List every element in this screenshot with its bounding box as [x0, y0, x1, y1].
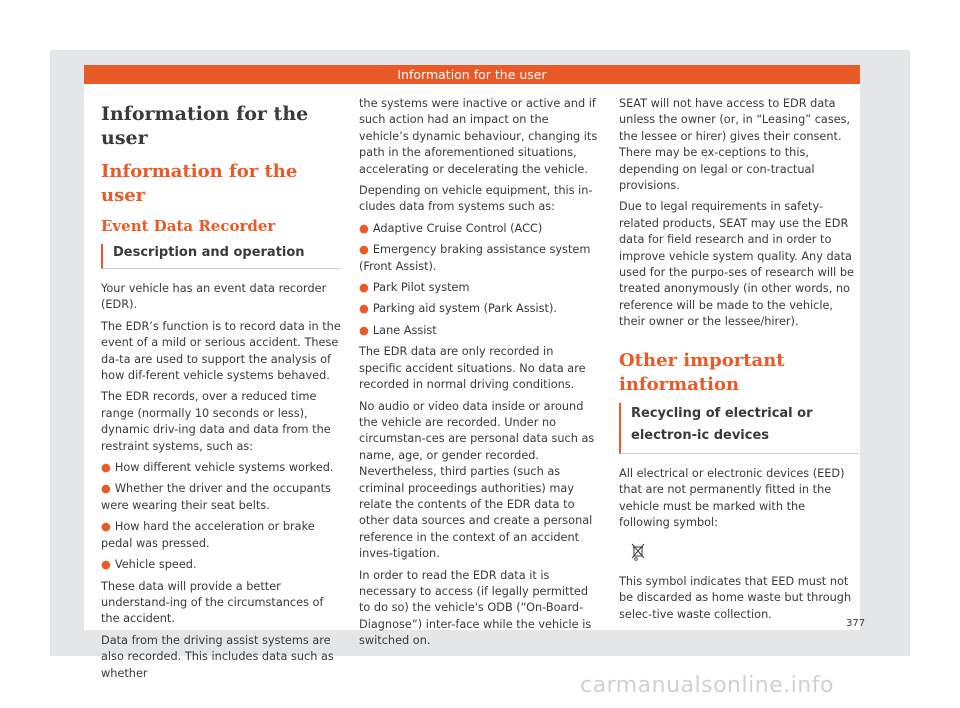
subsection-title: Event Data Recorder — [101, 217, 276, 235]
list-item: ● Lane Assist — [359, 323, 437, 337]
section-title-other: Other important information — [619, 349, 785, 395]
paragraph: All electrical or electronic devices (EED) that are not permanently fitted in the vehicle must be marked with the following symbol: — [619, 466, 845, 529]
bullet-icon: ● — [359, 281, 369, 295]
paragraph: Your vehicle has an event data recorder (EDR). — [101, 282, 327, 312]
page-number: 377 — [846, 618, 866, 629]
paragraph: Depending on vehicle equipment, this in-cludes data from systems such as: — [359, 184, 593, 214]
section-title: Information for the user — [101, 161, 298, 206]
paragraph: The EDR records, over a reduced time range (normally 10 seconds or less), dynamic driv-ing data and data from the restraint systems, such as: — [101, 390, 331, 453]
paragraph: Due to legal requirements in safety-related products, SEAT may use the EDR data for field research and in order to improve vehicle system quality. Any data used for the purpo-ses of research will be treated anonymously (in other words, no reference will be made to the vehicle, their owner or the lessee/hirer). — [619, 200, 854, 329]
column-2 — [359, 96, 599, 655]
bullet-icon: ● — [101, 558, 111, 572]
list-item: ● How different vehicle systems worked. — [101, 461, 334, 475]
paragraph: These data will provide a better understand-ing of the circumstances of the accident. — [101, 579, 324, 626]
paragraph: the systems were inactive or active and if such action had an impact on the vehicle’s dynamic behaviour, changing its path in the aforementioned situations, accelerating or decelerating the vehicle. — [359, 97, 598, 176]
crossed-bin-icon — [631, 542, 645, 562]
bullet-list — [101, 460, 341, 573]
list-item: ● Vehicle speed. — [101, 558, 197, 572]
paragraph: No audio or video data inside or around the vehicle are recorded. Under no circumstan-ces are personal data such as name, age, or gender recorded. Nevertheless, third parties (such as criminal proceedings authorities) may relate the contents of the EDR data to other data sources and create a personal reference in the context of an accident inves-tigation. — [359, 399, 595, 561]
bullet-icon: ● — [359, 323, 369, 337]
bullet-list — [359, 221, 599, 339]
bullet-icon: ● — [101, 520, 111, 534]
list-item: ● Park Pilot system — [359, 281, 470, 295]
bullet-icon: ● — [359, 221, 369, 235]
list-item: ● Whether the driver and the occupants were wearing their seat belts. — [101, 482, 331, 512]
bullet-icon: ● — [359, 243, 369, 257]
paragraph: SEAT will not have access to EDR data unless the owner (or, in “Leasing” cases, the lessee or hirer) gives their consent. There may be ex-ceptions to this, depending on legal or con-tractual provisions. — [619, 97, 851, 193]
list-item: ● Parking aid system (Park Assist). — [359, 302, 557, 316]
column-3 — [619, 96, 859, 628]
list-item: ● Emergency braking assistance system (Front Assist). — [359, 243, 591, 273]
paragraph: Data from the driving assist systems are also recorded. This includes data such as whether — [101, 633, 334, 680]
list-item: ● How hard the acceleration or brake pedal was pressed. — [101, 520, 315, 550]
paragraph: This symbol indicates that EED must not be discarded as home waste but through selec-tive waste collection. — [619, 574, 852, 621]
bullet-icon: ● — [101, 461, 111, 475]
column-1 — [101, 96, 341, 687]
topic-heading: Description and operation — [101, 244, 341, 269]
watermark: carmanualsonline.info — [580, 673, 834, 698]
topic-heading-recycling: Recycling of electrical or electron-ic devices — [619, 403, 859, 454]
paragraph: The EDR data are only recorded in specific accident situations. No data are recorded in normal driving conditions. — [359, 345, 586, 392]
bullet-icon: ● — [359, 302, 369, 316]
paragraph: The EDR’s function is to record data in the event of a mild or serious accident. These da-ta are used to support the analysis of how dif-ferent vehicle systems behaved. — [101, 319, 341, 383]
running-header: Information for the user — [84, 65, 860, 84]
chapter-title: Information for the user — [101, 103, 309, 149]
paragraph: In order to read the EDR data it is necessary to access (if legally permitted to do so) the vehicle's ODB (“On-Board-Diagnose”) inter-face while the vehicle is switched on. — [359, 568, 592, 648]
bullet-icon: ● — [101, 482, 111, 496]
list-item: ● Adaptive Cruise Control (ACC) — [359, 221, 543, 235]
